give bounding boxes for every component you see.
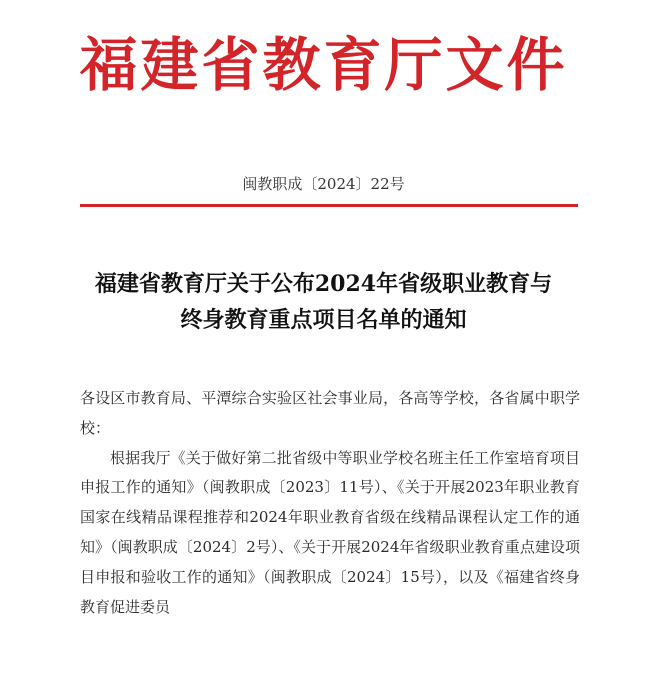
red-divider-line <box>80 204 578 207</box>
document-title <box>60 266 587 338</box>
salutation: 各设区市教育局、平潭综合实验区社会事业局，各高等学校，各省属中职学校： <box>80 389 580 437</box>
body-paragraph: 根据我厅《关于做好第二批省级中等职业学校名班主任工作室培育项目申报工作的通知》（闽教职成〔2023〕11号）、《关于开展2023年职业教育国家在线精品课程推荐和2024年职业教育省级在线精品课程认定工作的通知》（闽教职成〔2024〕2号）、《关于开展2024年省级职业教育重点建设项目申报和验收工作的通知》（闽教职成〔2024〕15号），以及《福建省终身教育促进委员 <box>80 448 580 616</box>
masthead-title: 福建省教育厅文件 <box>79 31 568 99</box>
title-line-2: 终身教育重点项目名单的通知 <box>180 307 467 333</box>
title-line-1: 福建省教育厅关于公布2024年省级职业教育与 <box>94 271 553 297</box>
document-body <box>80 384 580 622</box>
document-number: 闽教职成〔2024〕22号 <box>242 175 405 193</box>
